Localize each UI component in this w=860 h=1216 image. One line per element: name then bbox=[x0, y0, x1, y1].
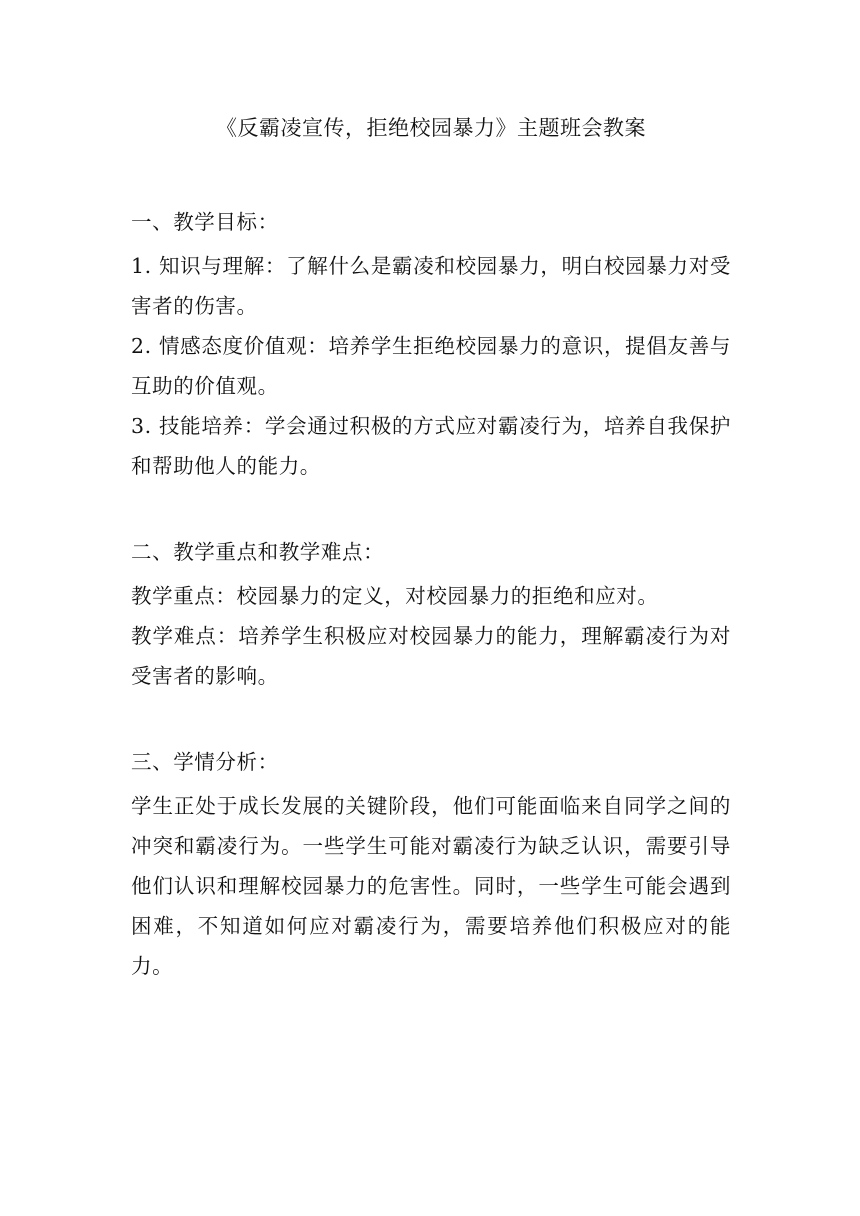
document-page bbox=[131, 110, 731, 1032]
section-heading: 一、教学目标： bbox=[131, 210, 279, 234]
objective-skills: 3. 技能培养：学会通过积极的方式应对霸凌行为，培养自我保护和帮助他人的能力。 bbox=[131, 414, 731, 478]
analysis-paragraph: 学生正处于成长发展的关键阶段，他们可能面临来自同学之间的冲突和霸凌行为。一些学生可能对霸凌行为缺乏认识，需要引导他们认识和理解校园暴力的危害性。同时，一些学生可能会遇到困难，不知道如何应对霸凌行为，需要培养他们积极应对的能力。 bbox=[131, 794, 731, 978]
section-heading: 三、学情分析： bbox=[131, 750, 279, 774]
objective-attitude: 2. 情感态度价值观：培养学生拒绝校园暴力的意识，提倡友善与互助的价值观。 bbox=[131, 334, 731, 398]
section-teaching-objectives bbox=[131, 202, 731, 486]
section-heading: 二、教学重点和教学难点： bbox=[131, 540, 385, 564]
section-key-points bbox=[131, 532, 731, 696]
key-point-paragraph: 教学重点：校园暴力的定义，对校园暴力的拒绝和应对。 bbox=[131, 584, 659, 608]
difficulty-paragraph: 教学难点：培养学生积极应对校园暴力的能力，理解霸凌行为对受害者的影响。 bbox=[131, 624, 731, 688]
document-title: 《反霸凌宣传，拒绝校园暴力》主题班会教案 bbox=[216, 116, 646, 140]
objective-knowledge: 1. 知识与理解：了解什么是霸凌和校园暴力，明白校园暴力对受害者的伤害。 bbox=[131, 254, 731, 318]
section-student-analysis bbox=[131, 742, 731, 986]
